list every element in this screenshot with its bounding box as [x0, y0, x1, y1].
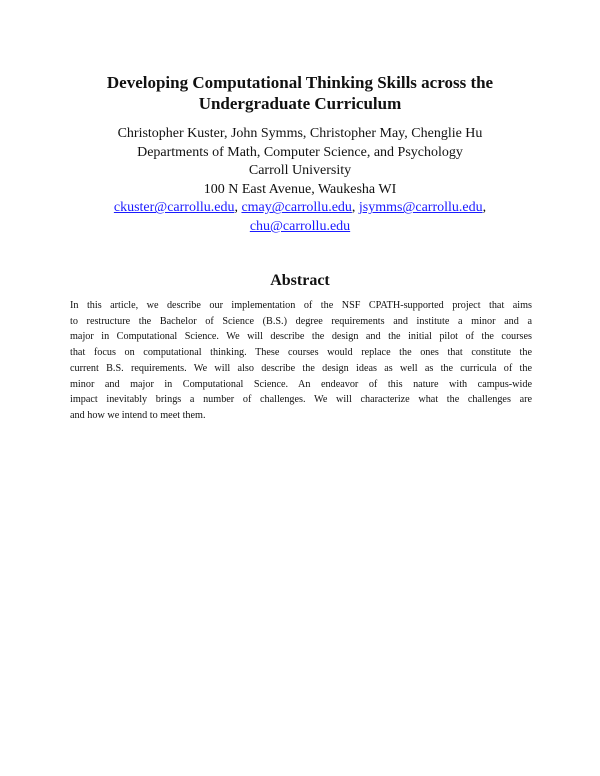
address: 100 N East Avenue, Waukesha WI — [203, 181, 397, 197]
paper-title — [40, 72, 560, 114]
email-link-ckuster[interactable]: ckuster@carrollu.edu — [113, 200, 235, 216]
abstract-body — [70, 298, 532, 424]
author-block — [40, 125, 560, 237]
department: Departments of Math, Computer Science, and Psychology — [137, 144, 463, 160]
email-separator: , — [234, 200, 242, 216]
abstract-line: that focus on computational thinking. These courses would replace the ones that constitute the — [70, 347, 532, 359]
abstract-line: minor and major in Computational Science. An endeavor of this nature with campus-wide — [70, 378, 532, 390]
abstract-line: current B.S. requirements. We will also describe the design ideas as well as the curricula of the — [70, 362, 532, 374]
abstract-line: and how we intend to meet them. — [70, 409, 206, 421]
email-trailing-comma: , — [482, 200, 487, 216]
abstract-line: major in Computational Science. We will describe the design and the initial pilot of the courses — [70, 331, 532, 343]
email-line-1 — [40, 199, 560, 218]
abstract-line: In this article, we describe our implementation of the NSF CPATH-supported project that aims — [70, 300, 532, 311]
university: Carroll University — [248, 163, 352, 179]
title-line-1: Developing Computational Thinking Skills across the — [106, 73, 494, 92]
title-line-2: Undergraduate Curriculum — [198, 94, 402, 113]
abstract-heading: Abstract — [270, 272, 330, 289]
abstract-line: impact inevitably brings a number of challenges. We will characterize what the challenges are — [70, 394, 532, 406]
email-line-2 — [40, 218, 560, 237]
email-link-jsymms[interactable]: jsymms@carrollu.edu — [358, 200, 483, 216]
email-link-cmay[interactable]: cmay@carrollu.edu — [241, 200, 352, 216]
email-link-chu[interactable]: chu@carrollu.edu — [249, 218, 351, 234]
abstract-line: to restructure the Bachelor of Science (B.S.) degree requirements and institute a minor and a — [70, 315, 532, 327]
author-names: Christopher Kuster, John Symms, Christopher May, Chenglie Hu — [117, 126, 483, 141]
email-separator: , — [351, 200, 359, 216]
